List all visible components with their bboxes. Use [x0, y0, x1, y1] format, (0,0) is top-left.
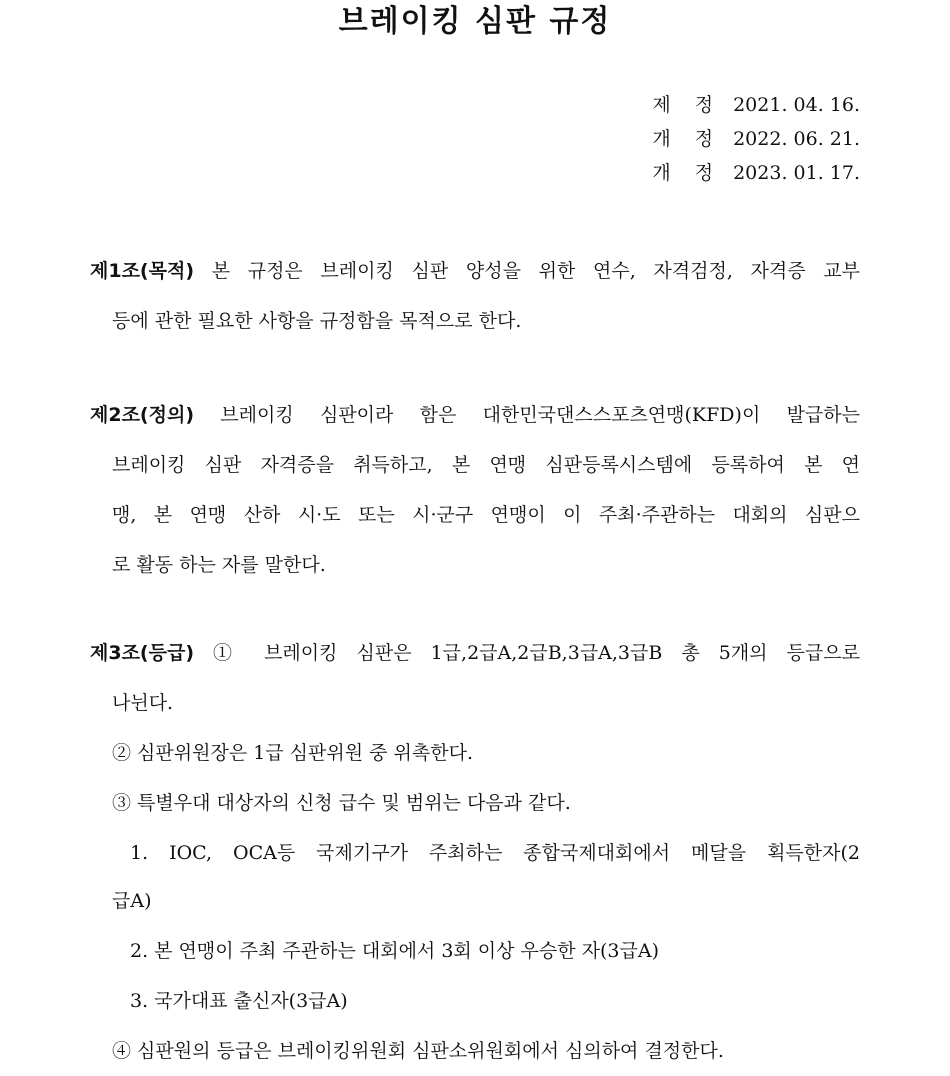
article-line: ② 심판위원장은 1급 심판위원 중 위촉한다.: [112, 742, 473, 764]
article-2: [90, 390, 860, 590]
revision-date: 2023. 01. 17.: [733, 162, 860, 184]
article-line: 1. IOC, OCA등 국제기구가 주최하는 종합국제대회에서 메달을 획득한자(2: [130, 842, 860, 864]
article-text: 브레이킹 심판이라 함은 대한민국댄스스포츠연맹(KFD)이 발급하는: [220, 404, 860, 426]
revision-label: 개정: [652, 128, 738, 150]
article-line: [90, 246, 860, 296]
article-line: [90, 628, 860, 678]
article-line: 등에 관한 필요한 사항을 규정함을 목적으로 한다.: [112, 310, 522, 332]
article-3: [90, 628, 860, 1076]
article-line: 나뉜다.: [112, 692, 174, 714]
article-text: ① 브레이킹 심판은 1급,2급A,2급B,3급A,3급B 총 5개의 등급으로: [213, 642, 860, 664]
article-heading: 제2조(정의): [90, 404, 195, 426]
revision-date: 2021. 04. 16.: [733, 94, 860, 116]
revision-row: [652, 88, 860, 122]
article-line: 브레이킹 심판 자격증을 취득하고, 본 연맹 심판등록시스템에 등록하여 본 연: [112, 454, 860, 476]
article-1: [90, 246, 860, 346]
article-text: 본 규정은 브레이킹 심판 양성을 위한 연수, 자격검정, 자격증 교부: [211, 260, 860, 282]
article-line: ③ 특별우대 대상자의 신청 급수 및 범위는 다음과 같다.: [112, 792, 571, 814]
article-heading: 제1조(목적): [90, 260, 195, 282]
revision-history: [652, 88, 860, 190]
article-line: ④ 심판원의 등급은 브레이킹위원회 심판소위원회에서 심의하여 결정한다.: [112, 1040, 724, 1062]
revision-label: 제정: [652, 94, 738, 116]
article-line: 3. 국가대표 출신자(3급A): [130, 990, 348, 1012]
revision-label: 개정: [652, 162, 738, 184]
article-heading: 제3조(등급): [90, 642, 195, 664]
article-line: 로 활동 하는 자를 말한다.: [112, 554, 326, 576]
revision-row: [652, 156, 860, 190]
revision-row: [652, 122, 860, 156]
article-line: [90, 390, 860, 440]
article-line: 2. 본 연맹이 주최 주관하는 대회에서 3회 이상 우승한 자(3급A): [130, 940, 659, 962]
revision-date: 2022. 06. 21.: [733, 128, 860, 150]
article-line: 급A): [112, 890, 152, 912]
document-title: 브레이킹 심판 규정: [338, 4, 612, 39]
article-line: 맹, 본 연맹 산하 시·도 또는 시·군구 연맹이 이 주최·주관하는 대회의 심판으: [112, 504, 860, 526]
